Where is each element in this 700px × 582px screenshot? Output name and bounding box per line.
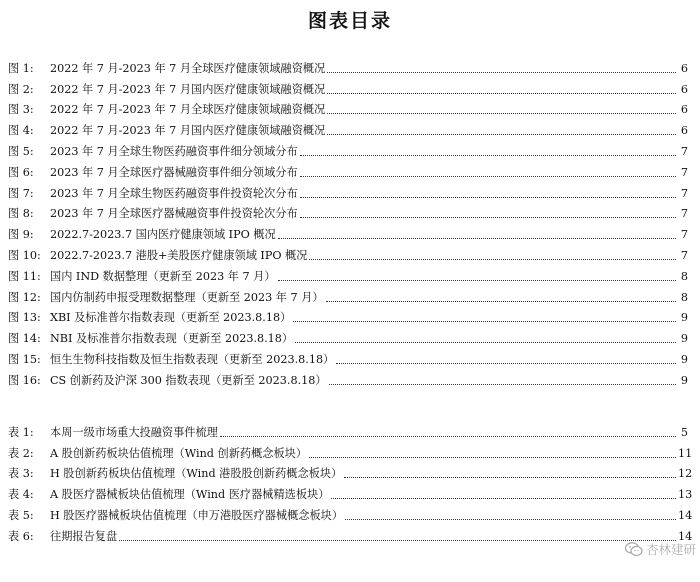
figure-entry[interactable] — [8, 76, 688, 97]
table-title: A 股医疗器械板块估值梳理（Wind 医疗器械精选板块） — [50, 488, 330, 502]
watermark-text: 杏林建研 — [645, 542, 696, 557]
figure-entry[interactable] — [8, 284, 688, 305]
table-list — [8, 419, 693, 544]
dot-leader — [300, 155, 676, 156]
dot-leader — [329, 384, 676, 385]
figure-title: 2022.7-2023.7 国内医疗健康领域 IPO 概况 — [50, 228, 276, 242]
figure-page-number: 7 — [680, 207, 688, 221]
dot-leader — [327, 72, 676, 73]
table-title: 往期报告复盘 — [50, 529, 118, 543]
dot-leader — [278, 238, 676, 239]
figure-label: 图 8: — [8, 207, 34, 221]
dot-leader — [309, 457, 676, 458]
table-entry[interactable] — [8, 461, 693, 482]
figure-title: 2022 年 7 月-2023 年 7 月国内医疗健康领域融资概况 — [50, 124, 326, 138]
dot-leader — [344, 477, 676, 478]
table-label: 表 5: — [8, 508, 34, 522]
figure-label: 图 16: — [8, 373, 41, 387]
figure-entry[interactable] — [8, 159, 688, 180]
table-label: 表 1: — [8, 425, 34, 439]
table-label: 表 4: — [8, 488, 34, 502]
figure-entry[interactable] — [8, 263, 688, 284]
figure-label: 图 4: — [8, 124, 34, 138]
figure-title: 2023 年 7 月全球生物医药融资事件细分领域分布 — [50, 144, 298, 158]
figure-label: 图 13: — [8, 311, 41, 325]
figure-page-number: 7 — [680, 144, 688, 158]
figure-entry[interactable] — [8, 325, 688, 346]
dot-leader — [300, 197, 676, 198]
dot-leader — [326, 301, 676, 302]
figure-page-number: 8 — [680, 269, 688, 283]
figure-entry[interactable] — [8, 305, 688, 326]
table-page-number: 14 — [678, 529, 693, 543]
figure-page-number: 9 — [680, 332, 688, 346]
figure-title: 恒生生物科技指数及恒生指数表现（更新至 2023.8.18） — [50, 352, 335, 366]
watermark — [625, 540, 696, 558]
dot-leader — [119, 540, 676, 541]
figure-entry[interactable] — [8, 117, 688, 138]
figure-label: 图 5: — [8, 144, 34, 158]
dot-leader — [300, 217, 676, 218]
figure-label: 图 14: — [8, 332, 41, 346]
figure-page-number: 6 — [680, 124, 688, 138]
figure-list — [8, 55, 688, 388]
figure-page-number: 7 — [680, 248, 688, 262]
figure-entry[interactable] — [8, 55, 688, 76]
figure-entry[interactable] — [8, 367, 688, 388]
figure-page-number: 8 — [680, 290, 688, 304]
wechat-icon — [625, 542, 643, 557]
figure-title: CS 创新药及沪深 300 指数表现（更新至 2023.8.18） — [50, 373, 327, 387]
table-entry[interactable] — [8, 440, 693, 461]
figure-label: 图 11: — [8, 269, 41, 283]
figure-entry[interactable] — [8, 346, 688, 367]
table-label: 表 6: — [8, 529, 34, 543]
table-title: 本周一级市场重大投融资事件梳理 — [50, 425, 218, 439]
table-page-number: 14 — [678, 508, 693, 522]
figure-label: 图 12: — [8, 290, 41, 304]
figure-title: 2022 年 7 月-2023 年 7 月全球医疗健康领域融资概况 — [50, 103, 326, 117]
table-page-number: 12 — [678, 467, 693, 481]
figure-title: 国内仿制药申报受理数据整理（更新至 2023 年 7 月） — [50, 290, 324, 304]
figure-title: 2022 年 7 月-2023 年 7 月全球医疗健康领域融资概况 — [50, 61, 326, 75]
figure-title: 国内 IND 数据整理（更新至 2023 年 7 月） — [50, 269, 276, 283]
figure-page-number: 6 — [680, 82, 688, 96]
figure-title: 2022.7-2023.7 港股+美股医疗健康领域 IPO 概况 — [50, 248, 308, 262]
table-entry[interactable] — [8, 523, 693, 544]
figure-entry[interactable] — [8, 242, 688, 263]
table-label: 表 3: — [8, 467, 34, 481]
figure-label: 图 1: — [8, 61, 34, 75]
figure-page-number: 7 — [680, 228, 688, 242]
figure-page-number: 9 — [680, 311, 688, 325]
figure-page-number: 6 — [680, 103, 688, 117]
dot-leader — [331, 498, 676, 499]
table-label: 表 2: — [8, 446, 34, 460]
table-entry[interactable] — [8, 481, 693, 502]
figure-entry[interactable] — [8, 180, 688, 201]
figure-label: 图 9: — [8, 228, 34, 242]
figure-page-number: 7 — [680, 165, 688, 179]
table-entry[interactable] — [8, 502, 693, 523]
dot-leader — [336, 363, 676, 364]
figure-entry[interactable] — [8, 201, 688, 222]
figure-title: 2022 年 7 月-2023 年 7 月国内医疗健康领域融资概况 — [50, 82, 326, 96]
page-title: 图表目录 — [307, 10, 392, 32]
figure-entry[interactable] — [8, 138, 688, 159]
figure-entry[interactable] — [8, 221, 688, 242]
figure-title: XBI 及标准普尔指数表现（更新至 2023.8.18） — [50, 311, 292, 325]
figure-label: 图 2: — [8, 82, 34, 96]
dot-leader — [295, 342, 676, 343]
table-title: H 股医疗器械板块估值梳理（申万港股医疗器械概念板块） — [50, 508, 344, 522]
figure-title: NBI 及标准普尔指数表现（更新至 2023.8.18） — [50, 332, 294, 346]
dot-leader — [327, 93, 676, 94]
dot-leader — [293, 321, 676, 322]
dot-leader — [345, 519, 676, 520]
figure-label: 图 15: — [8, 352, 41, 366]
table-title: H 股创新药板块估值梳理（Wind 港股股创新药概念板块） — [50, 467, 343, 481]
table-page-number: 11 — [678, 446, 693, 460]
figure-label: 图 10: — [8, 248, 41, 262]
table-entry[interactable] — [8, 419, 688, 440]
figure-entry[interactable] — [8, 97, 688, 118]
table-page-number: 5 — [680, 425, 688, 439]
dot-leader — [309, 259, 676, 260]
table-page-number: 13 — [678, 488, 693, 502]
dot-leader — [278, 280, 676, 281]
dot-leader — [327, 113, 676, 114]
dot-leader — [300, 176, 676, 177]
figure-title: 2023 年 7 月全球生物医药融资事件投资轮次分布 — [50, 186, 298, 200]
figure-page-number: 9 — [680, 352, 688, 366]
figure-label: 图 6: — [8, 165, 34, 179]
figure-label: 图 3: — [8, 103, 34, 117]
figure-title: 2023 年 7 月全球医疗器械融资事件投资轮次分布 — [50, 207, 298, 221]
figure-page-number: 7 — [680, 186, 688, 200]
dot-leader — [327, 134, 676, 135]
dot-leader — [220, 436, 676, 437]
table-title: A 股创新药板块估值梳理（Wind 创新药概念板块） — [50, 446, 308, 460]
figure-label: 图 7: — [8, 186, 34, 200]
figure-page-number: 6 — [680, 61, 688, 75]
figure-page-number: 9 — [680, 373, 688, 387]
figure-title: 2023 年 7 月全球医疗器械融资事件细分领域分布 — [50, 165, 298, 179]
